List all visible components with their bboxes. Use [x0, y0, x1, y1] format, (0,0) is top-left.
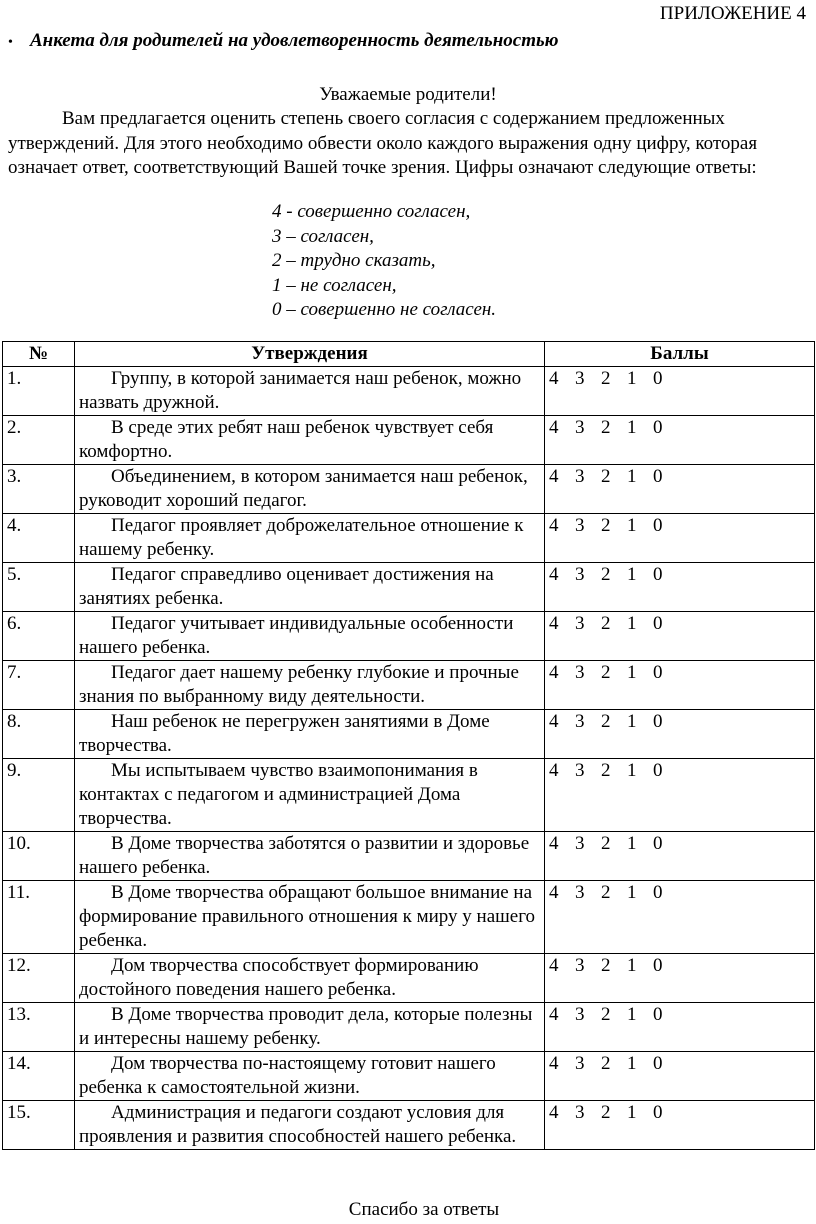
score-options: [545, 612, 815, 661]
table-row: [3, 416, 815, 465]
statement-text: Дом творчества способствует формированию достойного поведения нашего ребенка.: [75, 954, 545, 1003]
score-options: [545, 710, 815, 759]
score-option[interactable]: 2: [601, 1053, 611, 1074]
survey-table-body: [3, 367, 815, 1150]
statement-text: Группу, в которой занимается наш ребенок, можно назвать дружной.: [75, 367, 545, 416]
table-row: [3, 514, 815, 563]
score-options: [545, 563, 815, 612]
score-option[interactable]: 3: [575, 711, 585, 732]
column-header-score: Баллы: [545, 342, 815, 367]
row-number: 12.: [3, 954, 75, 1003]
score-option[interactable]: 4: [549, 833, 559, 854]
score-option[interactable]: 1: [627, 711, 637, 732]
statement-text: Дом творчества по-настоящему готовит нашего ребенка к самостоятельной жизни.: [75, 1052, 545, 1101]
score-option[interactable]: 2: [601, 662, 611, 683]
score-option[interactable]: 0: [653, 760, 663, 781]
score-option[interactable]: 0: [653, 833, 663, 854]
statement-text: Объединением, в котором занимается наш ребенок, руководит хороший педагог.: [75, 465, 545, 514]
score-option[interactable]: 2: [601, 613, 611, 634]
row-number: 1.: [3, 367, 75, 416]
score-options: [545, 1052, 815, 1101]
bullet-icon: •: [8, 35, 13, 50]
score-option[interactable]: 1: [627, 1053, 637, 1074]
score-option[interactable]: 3: [575, 466, 585, 487]
statement-text: Педагог проявляет доброжелательное отношение к нашему ребенку.: [75, 514, 545, 563]
table-row: [3, 954, 815, 1003]
score-option[interactable]: 1: [627, 882, 637, 903]
score-option[interactable]: 1: [627, 1004, 637, 1025]
score-option[interactable]: 3: [575, 564, 585, 585]
score-option[interactable]: 0: [653, 1053, 663, 1074]
score-option[interactable]: 3: [575, 1102, 585, 1123]
score-option[interactable]: 1: [627, 760, 637, 781]
statement-text: Мы испытываем чувство взаимопонимания в контактах с педагогом и администрацией Дома творчества.: [75, 759, 545, 832]
score-option[interactable]: 4: [549, 711, 559, 732]
table-row: [3, 563, 815, 612]
greeting: Уважаемые родители!: [319, 84, 497, 105]
score-option[interactable]: 1: [627, 613, 637, 634]
score-option[interactable]: 4: [549, 662, 559, 683]
table-header-row: [3, 342, 815, 367]
score-option[interactable]: 3: [575, 760, 585, 781]
score-option[interactable]: 4: [549, 1004, 559, 1025]
score-option[interactable]: 0: [653, 955, 663, 976]
appendix-label: ПРИЛОЖЕНИЕ 4: [659, 3, 806, 24]
score-option[interactable]: 2: [601, 1102, 611, 1123]
score-option[interactable]: 0: [653, 515, 663, 536]
score-option[interactable]: 0: [653, 417, 663, 438]
column-header-number: №: [3, 342, 75, 367]
score-option[interactable]: 2: [601, 368, 611, 389]
score-option[interactable]: 3: [575, 662, 585, 683]
score-options: [545, 832, 815, 881]
score-option[interactable]: 0: [653, 711, 663, 732]
table-row: [3, 661, 815, 710]
row-number: 11.: [3, 881, 75, 954]
score-option[interactable]: 4: [549, 564, 559, 585]
score-option[interactable]: 2: [601, 760, 611, 781]
score-option[interactable]: 4: [549, 515, 559, 536]
row-number: 15.: [3, 1101, 75, 1150]
answer-scale: [272, 200, 496, 323]
score-option[interactable]: 1: [627, 955, 637, 976]
score-option[interactable]: 4: [549, 955, 559, 976]
score-option[interactable]: 2: [601, 955, 611, 976]
score-option[interactable]: 2: [601, 1004, 611, 1025]
table-row: [3, 710, 815, 759]
score-option[interactable]: 1: [627, 564, 637, 585]
table-row: [3, 1003, 815, 1052]
scale-item: 2 – трудно сказать,: [272, 250, 436, 271]
statement-text: В Доме творчества заботятся о развитии и здоровье нашего ребенка.: [75, 832, 545, 881]
score-option[interactable]: 3: [575, 1004, 585, 1025]
statement-text: В среде этих ребят наш ребенок чувствует себя комфортно.: [75, 416, 545, 465]
score-option[interactable]: 2: [601, 466, 611, 487]
statement-text: Педагог справедливо оценивает достижения на занятиях ребенка.: [75, 563, 545, 612]
score-option[interactable]: 2: [601, 515, 611, 536]
row-number: 14.: [3, 1052, 75, 1101]
table-row: [3, 465, 815, 514]
score-option[interactable]: 3: [575, 833, 585, 854]
score-option[interactable]: 4: [549, 882, 559, 903]
table-row: [3, 612, 815, 661]
score-options: [545, 759, 815, 832]
score-option[interactable]: 0: [653, 1004, 663, 1025]
statement-text: Педагог учитывает индивидуальные особенности нашего ребенка.: [75, 612, 545, 661]
statement-text: Администрация и педагоги создают условия для проявления и развития способностей нашего ребенка.: [75, 1101, 545, 1150]
score-option[interactable]: 4: [549, 613, 559, 634]
score-option[interactable]: 1: [627, 1102, 637, 1123]
score-option[interactable]: 3: [575, 368, 585, 389]
score-option[interactable]: 2: [601, 564, 611, 585]
title-row: [8, 29, 559, 55]
score-option[interactable]: 1: [627, 417, 637, 438]
score-options: [545, 954, 815, 1003]
score-option[interactable]: 3: [575, 1053, 585, 1074]
score-option[interactable]: 2: [601, 833, 611, 854]
row-number: 3.: [3, 465, 75, 514]
row-number: 4.: [3, 514, 75, 563]
scale-item: 3 – согласен,: [272, 225, 374, 247]
score-option[interactable]: 3: [575, 882, 585, 903]
document-title: Анкета для родителей на удовлетворенность деятельностью: [30, 30, 559, 51]
row-number: 6.: [3, 612, 75, 661]
row-number: 13.: [3, 1003, 75, 1052]
score-options: [545, 1101, 815, 1150]
row-number: 9.: [3, 759, 75, 832]
intro-paragraph: Вам предлагается оценить степень своего согласия с содержанием предложенных утверждений. Для этого необходимо обвести около каждого выражения одну цифру, которая означает ответ, соответствующий Вашей точке зрения. Цифры означают следующие ответы:: [8, 108, 758, 178]
scale-item: 0 – совершенно не согласен.: [272, 299, 497, 320]
score-option[interactable]: 4: [549, 466, 559, 487]
score-option[interactable]: 0: [653, 564, 663, 585]
score-options: [545, 367, 815, 416]
row-number: 7.: [3, 661, 75, 710]
score-options: [545, 1003, 815, 1052]
score-option[interactable]: 3: [575, 955, 585, 976]
row-number: 10.: [3, 832, 75, 881]
score-option[interactable]: 0: [653, 613, 663, 634]
score-option[interactable]: 4: [549, 368, 559, 389]
score-option[interactable]: 0: [653, 662, 663, 683]
thanks-footer: Спасибо за ответы: [348, 1199, 500, 1220]
score-option[interactable]: 1: [627, 515, 637, 536]
score-options: [545, 514, 815, 563]
table-row: [3, 832, 815, 881]
score-option[interactable]: 0: [653, 882, 663, 903]
score-option[interactable]: 4: [549, 1102, 559, 1123]
score-options: [545, 465, 815, 514]
row-number: 5.: [3, 563, 75, 612]
score-option[interactable]: 0: [653, 1102, 663, 1123]
score-option[interactable]: 2: [601, 417, 611, 438]
score-options: [545, 881, 815, 954]
column-header-statements: Утверждения: [75, 342, 545, 367]
score-options: [545, 661, 815, 710]
survey-table: [2, 341, 815, 1150]
table-row: [3, 1052, 815, 1101]
score-option[interactable]: 4: [549, 760, 559, 781]
statement-text: Педагог дает нашему ребенку глубокие и прочные знания по выбранному виду деятельности.: [75, 661, 545, 710]
row-number: 2.: [3, 416, 75, 465]
table-row: [3, 881, 815, 954]
score-option[interactable]: 3: [575, 515, 585, 536]
table-row: [3, 759, 815, 832]
scale-item: 1 – не согласен,: [272, 274, 397, 296]
score-option[interactable]: 2: [601, 711, 611, 732]
score-option[interactable]: 3: [575, 417, 585, 438]
row-number: 8.: [3, 710, 75, 759]
table-row: [3, 367, 815, 416]
score-option[interactable]: 1: [627, 466, 637, 487]
scale-item: 4 - совершенно согласен,: [272, 201, 471, 222]
score-option[interactable]: 3: [575, 613, 585, 634]
score-options: [545, 416, 815, 465]
score-option[interactable]: 1: [627, 368, 637, 389]
score-option[interactable]: 1: [627, 662, 637, 683]
score-option[interactable]: 0: [653, 466, 663, 487]
score-option[interactable]: 4: [549, 417, 559, 438]
score-option[interactable]: 0: [653, 368, 663, 389]
score-option[interactable]: 2: [601, 882, 611, 903]
statement-text: Наш ребенок не перегружен занятиями в Доме творчества.: [75, 710, 545, 759]
statement-text: В Доме творчества обращают большое внимание на формирование правильного отношения к миру у нашего ребенка.: [75, 881, 545, 954]
statement-text: В Доме творчества проводит дела, которые полезны и интересны нашему ребенку.: [75, 1003, 545, 1052]
score-option[interactable]: 4: [549, 1053, 559, 1074]
score-option[interactable]: 1: [627, 833, 637, 854]
table-row: [3, 1101, 815, 1150]
